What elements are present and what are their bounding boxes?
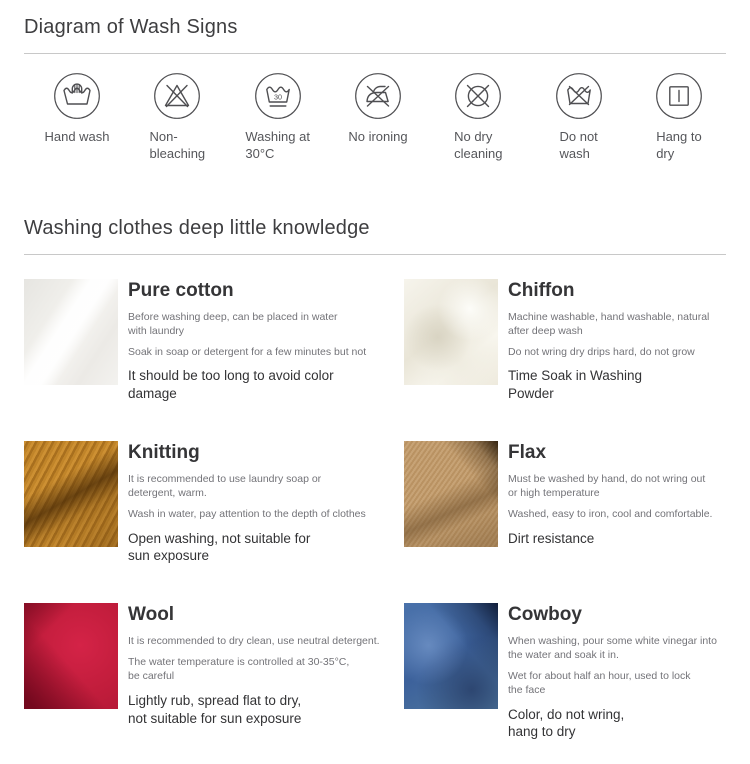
fabric-card-chiffon <box>404 279 726 403</box>
card-summary: Open washing, not suitable for sun exposure <box>128 530 311 564</box>
wash-sign-label: No ironing <box>348 129 408 144</box>
no-ironing-icon <box>354 72 402 120</box>
wash-sign-label: No dry cleaning <box>454 129 503 161</box>
card-summary: Color, do not wring, hang to dry <box>508 706 625 740</box>
card-description: Wash in water, pay attention to the depth of clothes <box>128 507 366 520</box>
card-description: The water temperature is controlled at 30-35°C, be careful <box>128 656 350 682</box>
card-text <box>128 603 380 727</box>
card-text <box>508 441 712 547</box>
wash-sign-label: Non- bleaching <box>149 129 206 161</box>
card-description: Soak in soap or detergent for a few minutes but not <box>128 345 367 358</box>
card-title: Flax <box>508 441 547 463</box>
card-description: Before washing deep, can be placed in water with laundry <box>128 310 338 337</box>
wash-sign-no-ironing <box>337 72 419 163</box>
wash-sign-no-dry-cleaning <box>437 72 519 163</box>
flax-fabric-image <box>404 441 498 547</box>
card-description: Do not wring dry drips hard, do not grow <box>508 345 695 358</box>
card-text <box>128 441 366 565</box>
card-text <box>508 279 709 403</box>
card-title: Pure cotton <box>128 279 234 301</box>
title-divider <box>24 53 726 54</box>
card-summary: Time Soak in Washing Powder <box>508 368 643 402</box>
section-divider <box>24 254 726 255</box>
card-description: When washing, pour some white vinegar into the water and soak it in. <box>508 635 717 662</box>
wash-sign-non-bleaching <box>136 72 218 163</box>
wash-sign-label: Hand wash <box>44 129 110 144</box>
card-title: Cowboy <box>508 604 582 626</box>
card-description: Wet for about half an hour, used to lock the face <box>508 669 691 696</box>
wool-fabric-image <box>24 603 118 709</box>
wash-sign-label: Do not wash <box>559 129 598 161</box>
chiffon-fabric-image <box>404 279 498 385</box>
wash-sign-washing-at-30 <box>237 72 319 163</box>
card-description: It is recommended to use laundry soap or detergent, warm. <box>128 472 322 499</box>
card-title: Wool <box>128 604 175 626</box>
card-description: It is recommended to dry clean, use neutral detergent. <box>128 635 380 648</box>
card-title: Chiffon <box>508 279 575 301</box>
card-description: Must be washed by hand, do not wring out or high temperature <box>508 472 706 499</box>
cowboy-denim-fabric-image <box>404 603 498 709</box>
wash-sign-hang-to-dry <box>638 72 720 163</box>
card-summary: Dirt resistance <box>508 530 595 546</box>
non-bleaching-icon <box>153 72 201 120</box>
wash-sign-label: Washing at 30°C <box>245 129 310 161</box>
card-text <box>128 279 366 403</box>
card-title: Knitting <box>128 441 200 463</box>
washing-at-30-icon <box>254 72 302 120</box>
no-dry-cleaning-icon <box>454 72 502 120</box>
card-summary: Lightly rub, spread flat to dry, not suitable for sun exposure <box>128 692 302 726</box>
page-title: Diagram of Wash Signs <box>24 16 238 38</box>
card-description: Machine washable, hand washable, natural after deep wash <box>508 310 710 337</box>
card-text <box>508 603 717 741</box>
fabric-cards-grid <box>24 279 726 741</box>
wash-temperature-label: 30 <box>273 92 282 102</box>
fabric-card-pure-cotton <box>24 279 382 403</box>
section-title: Washing clothes deep little knowledge <box>24 216 370 239</box>
do-not-wash-icon <box>555 72 603 120</box>
fabric-card-knitting <box>24 441 382 565</box>
fabric-card-wool <box>24 603 382 741</box>
card-description: Washed, easy to iron, cool and comfortable. <box>508 507 713 520</box>
card-summary: It should be too long to avoid color damage <box>128 368 334 402</box>
hand-wash-icon <box>53 72 101 120</box>
wash-sign-do-not-wash <box>538 72 620 163</box>
pure-cotton-fabric-image <box>24 279 118 385</box>
wash-signs-row <box>36 72 720 163</box>
wash-sign-label: Hang to dry <box>656 129 702 161</box>
fabric-card-cowboy <box>404 603 726 741</box>
hang-to-dry-icon <box>655 72 703 120</box>
fabric-card-flax <box>404 441 726 565</box>
knitting-fabric-image <box>24 441 118 547</box>
wash-sign-hand-wash <box>36 72 118 163</box>
